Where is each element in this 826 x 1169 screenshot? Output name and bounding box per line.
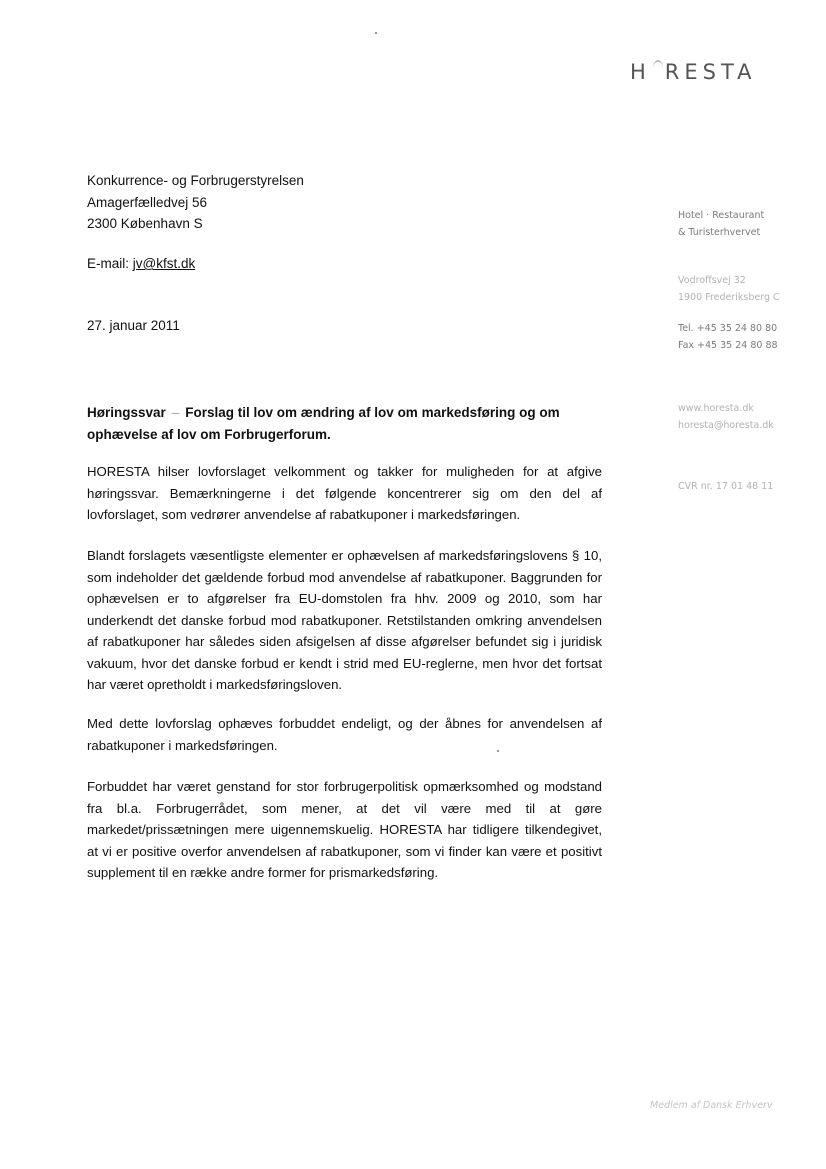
email-label: E-mail:: [87, 256, 130, 271]
sidebar-tel: Tel. +45 35 24 80 80: [678, 323, 778, 334]
letter-date: 27. januar 2011: [87, 318, 180, 333]
sidebar-fax: Fax +45 35 24 80 88: [678, 340, 778, 351]
recipient-street: Amagerfælledvej 56: [87, 194, 208, 210]
logo-text-left: H: [630, 60, 651, 84]
subject-part1: Høringssvar: [87, 405, 166, 420]
subject-separator: –: [171, 405, 180, 420]
logo-mark-icon: [653, 60, 663, 76]
body-paragraph-2: Blandt forslagets væsentligste elementer er ophævelsen af markedsføringslovens § 10, som indeholder det gældende forbud mod anvendelse af rabatkuponer. Baggrunden for ophævelsen er to afgørelser fra EU-domstolen fra hhv. 2009 og 2010, som har underkendt det danske forbud mod rabatkuponer. Retstilstanden omkring anvendelsen af rabatkuponer har således siden afsigelsen af disse afgørelser befundet sig i juridisk vakuum, hvor det danske forbud er kendt i strid med EU-reglerne, men hvor det fortsat har været opretholdt i markedsføringsloven.: [87, 548, 602, 692]
sidebar-mail: horesta@horesta.dk: [678, 420, 774, 431]
letter-subject: [87, 402, 602, 445]
sidebar-web: [678, 400, 774, 434]
recipient-address: [87, 170, 304, 235]
sidebar-cvr: CVR nr. 17 01 48 11: [678, 481, 774, 492]
body-paragraph-4: Forbuddet har været genstand for stor forbrugerpolitisk opmærksomhed og modstand fra bl.a. Forbrugerrådet, som mener, at det vil være med til at gøre markedet/prissætningen mere uigennemskuelig. HORESTA har tidligere tilkendegivet, at vi er positive overfor anvendelsen af rabatkuponer, som vi finder kan være et positivt supplement til en række andre former for prismarkedsføring.: [87, 779, 602, 880]
sidebar-address-line2: 1900 Frederiksberg C: [678, 292, 780, 303]
membership-note: Medlem af Dansk Erhverv: [650, 1100, 773, 1111]
sidebar-org-line1: Hotel · Restaurant: [678, 210, 765, 221]
logo-text-right: RESTA: [664, 60, 757, 84]
body-paragraph-3: Med dette lovforslag ophæves forbuddet endeligt, og der åbnes for anvendelsen af rabatkuponer i markedsføringen.: [87, 716, 602, 753]
sidebar-website: www.horesta.dk: [678, 403, 754, 414]
recipient-name: Konkurrence- og Forbrugerstyrelsen: [87, 173, 304, 188]
body-paragraph-1: HORESTA hilser lovforslaget velkomment og takker for muligheden for at afgive høringssvar. Bemærkningerne i det følgende koncentrerer sig om den del af lovforslaget, som vedrører anvendelse af rabatkuponer i markedsføringen.: [87, 464, 602, 522]
sidebar-phone: [678, 320, 778, 354]
subject-part2: Forslag til lov om ændring af lov om markedsføring og om ophævelse af lov om Forbrugerforum.: [87, 405, 560, 442]
scan-speck: [375, 32, 377, 34]
sidebar-org: [678, 207, 764, 241]
horesta-logo: [630, 60, 757, 84]
recipient-city: 2300 København S: [87, 216, 203, 231]
sidebar-address: [678, 272, 780, 306]
email-link[interactable]: jv@kfst.dk: [132, 256, 196, 271]
sidebar-address-line1: Vodroffsvej 32: [678, 275, 746, 286]
recipient-email-line: [87, 256, 195, 271]
sidebar-org-line2: & Turisterhvervet: [678, 227, 761, 238]
scan-speck: [497, 750, 499, 752]
